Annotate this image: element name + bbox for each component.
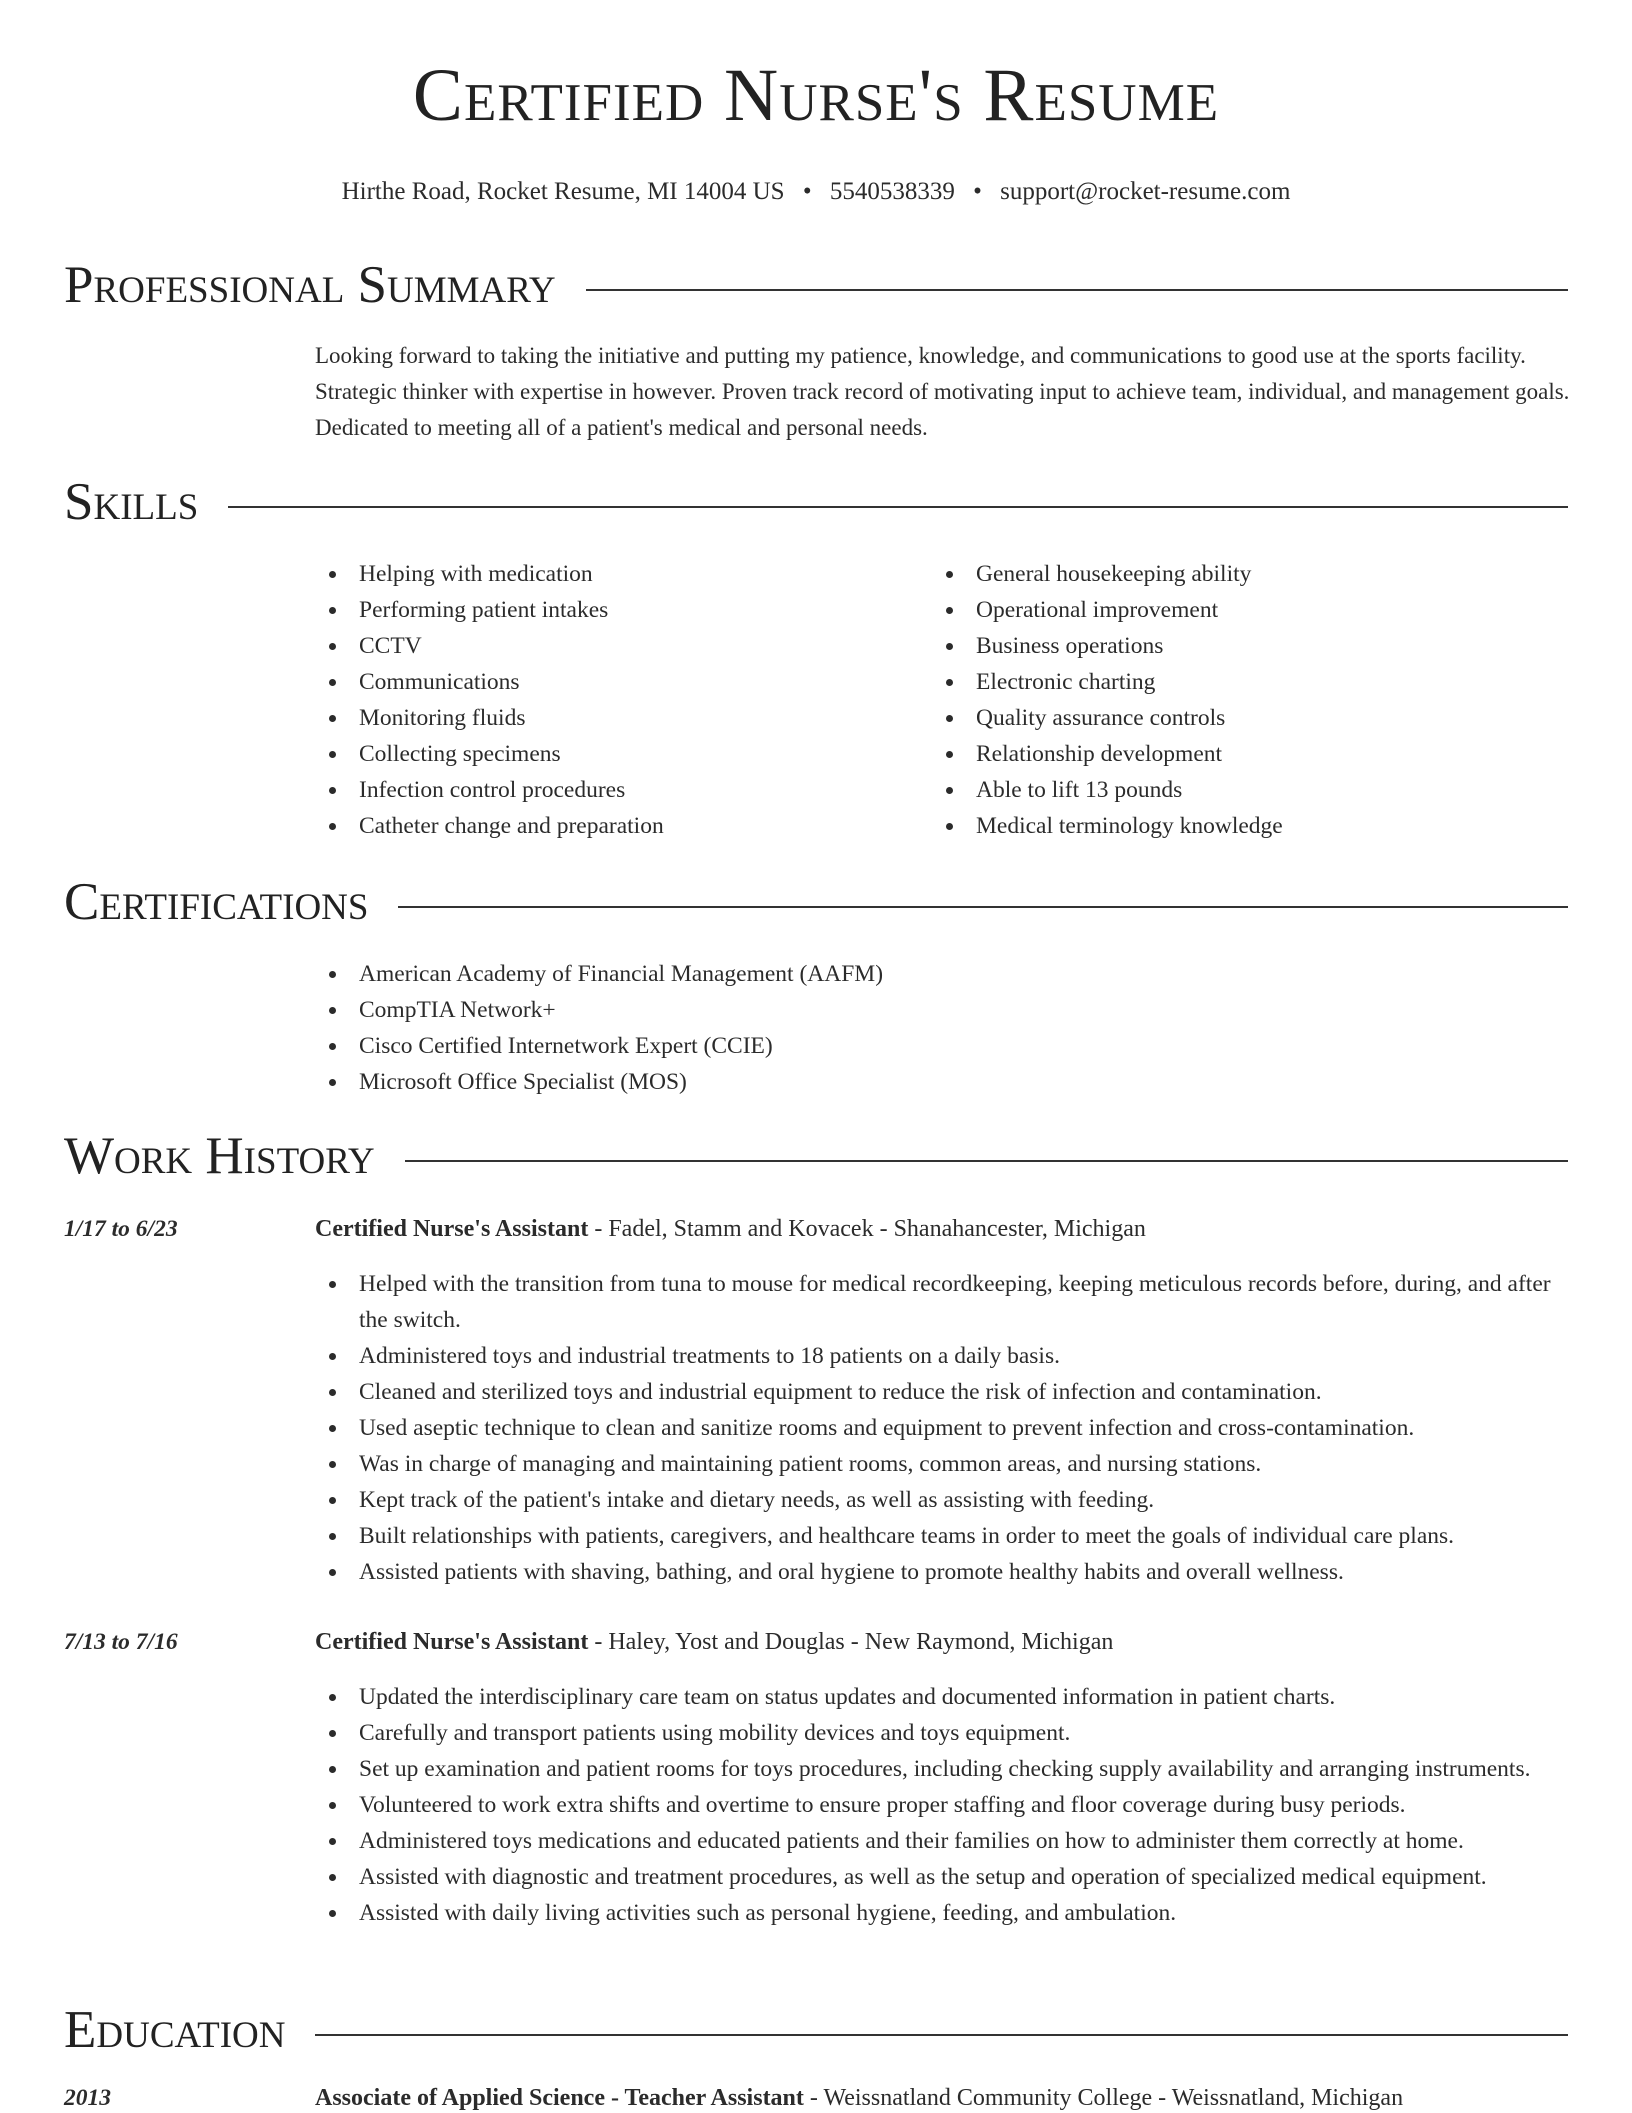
skills-section-header [64,472,1568,532]
skill-item: General housekeeping ability [932,556,1562,592]
skill-item: Collecting specimens [315,736,915,772]
job-dates: 7/13 to 7/16 [64,1629,178,1655]
job-duty-item: Volunteered to work extra shifts and overtime to ensure proper staffing and floor coverage during busy periods. [315,1787,1565,1823]
job-heading [315,1214,1146,1244]
section-divider [64,506,1568,508]
skills-list-left [315,556,915,844]
education-school: - Weissnatland Community College - Weissnatland, Michigan [803,2085,1404,2111]
education-heading-line [315,2083,1403,2113]
job-duty-item: Updated the interdisciplinary care team on status updates and documented information in patient charts. [315,1679,1565,1715]
skill-item: Medical terminology knowledge [932,808,1562,844]
certifications-list [315,956,1565,1100]
skills-list-right [932,556,1562,844]
certification-item: American Academy of Financial Management (AAFM) [315,956,1565,992]
certifications-heading: Certifications [64,872,398,932]
skill-item: Performing patient intakes [315,592,915,628]
skill-item: Helping with medication [315,556,915,592]
job-duty-item: Administered toys and industrial treatments to 18 patients on a daily basis. [315,1338,1565,1374]
education-heading: Education [64,2000,315,2060]
job-title: Certified Nurse's Assistant [315,1629,589,1655]
certification-item: CompTIA Network+ [315,992,1565,1028]
work-history-heading: Work History [64,1126,405,1186]
skill-item: Relationship development [932,736,1562,772]
job-duty-item: Built relationships with patients, caregivers, and healthcare teams in order to meet the goals of individual care plans. [315,1518,1565,1554]
certification-item: Microsoft Office Specialist (MOS) [315,1064,1565,1100]
job-duty-item: Assisted with diagnostic and treatment procedures, as well as the setup and operation of specialized medical equipment. [315,1859,1565,1895]
skill-item: CCTV [315,628,915,664]
skill-item: Communications [315,664,915,700]
skill-item: Able to lift 13 pounds [932,772,1562,808]
certification-item: Cisco Certified Internetwork Expert (CCIE) [315,1028,1565,1064]
contact-address: Hirthe Road, Rocket Resume, MI 14004 US [341,178,785,205]
skill-item: Business operations [932,628,1562,664]
skill-item: Quality assurance controls [932,700,1562,736]
job-duty-item: Helped with the transition from tuna to mouse for medical recordkeeping, keeping meticulous records before, during, and after the switch. [315,1266,1565,1338]
job-duty-item: Assisted patients with shaving, bathing, and oral hygiene to promote healthy habits and overall wellness. [315,1554,1565,1590]
job-duty-item: Was in charge of managing and maintaining patient rooms, common areas, and nursing stations. [315,1446,1565,1482]
job-title: Certified Nurse's Assistant [315,1216,589,1242]
job-duty-item: Cleaned and sterilized toys and industrial equipment to reduce the risk of infection and contamination. [315,1374,1565,1410]
job-employer: - Haley, Yost and Douglas - New Raymond, Michigan [588,1629,1114,1655]
job-duty-item: Kept track of the patient's intake and dietary needs, as well as assisting with feeding. [315,1482,1565,1518]
job-duty-item: Used aseptic technique to clean and sanitize rooms and equipment to prevent infection and cross-contamination. [315,1410,1565,1446]
job-dates: 1/17 to 6/23 [64,1216,178,1242]
contact-email: support@rocket-resume.com [1000,178,1291,205]
skill-item: Catheter change and preparation [315,808,915,844]
job-heading [315,1627,1113,1657]
job-duties-list [315,1679,1565,1931]
certifications-section-header [64,872,1568,932]
summary-section-header [64,255,1568,315]
education-year: 2013 [64,2085,111,2111]
job-duty-item: Set up examination and patient rooms for toys procedures, including checking supply availability and arranging instruments. [315,1751,1565,1787]
skill-item: Electronic charting [932,664,1562,700]
contact-phone: 5540538339 [829,178,955,205]
job-duty-item: Carefully and transport patients using mobility devices and toys equipment. [315,1715,1565,1751]
contact-separator: • [802,178,812,205]
summary-text: Looking forward to taking the initiative and putting my patience, knowledge, and communications to good use at the sports facility. Strategic thinker with expertise in however. Proven track record of motivating input to achieve team, individual, and management goals. Dedicated to meeting all of a patient's medical and personal needs. [315,343,1570,440]
skills-heading: Skills [64,472,228,532]
education-degree: Associate of Applied Science - Teacher Assistant [315,2085,804,2111]
skill-item: Operational improvement [932,592,1562,628]
work-history-section-header [64,1126,1568,1186]
summary-heading: Professional Summary [64,255,586,315]
contact-line [0,177,1632,207]
job-duty-item: Assisted with daily living activities such as personal hygiene, feeding, and ambulation. [315,1895,1565,1931]
job-duties-list [315,1266,1565,1590]
job-employer: - Fadel, Stamm and Kovacek - Shanahancester, Michigan [588,1216,1146,1242]
contact-separator: • [973,178,982,205]
job-duty-item: Administered toys medications and educated patients and their families on how to administer them correctly at home. [315,1823,1565,1859]
skill-item: Monitoring fluids [315,700,915,736]
skill-item: Infection control procedures [315,772,915,808]
resume-title: Certified Nurse's Resume [412,54,1220,137]
education-section-header [64,2000,1568,2060]
